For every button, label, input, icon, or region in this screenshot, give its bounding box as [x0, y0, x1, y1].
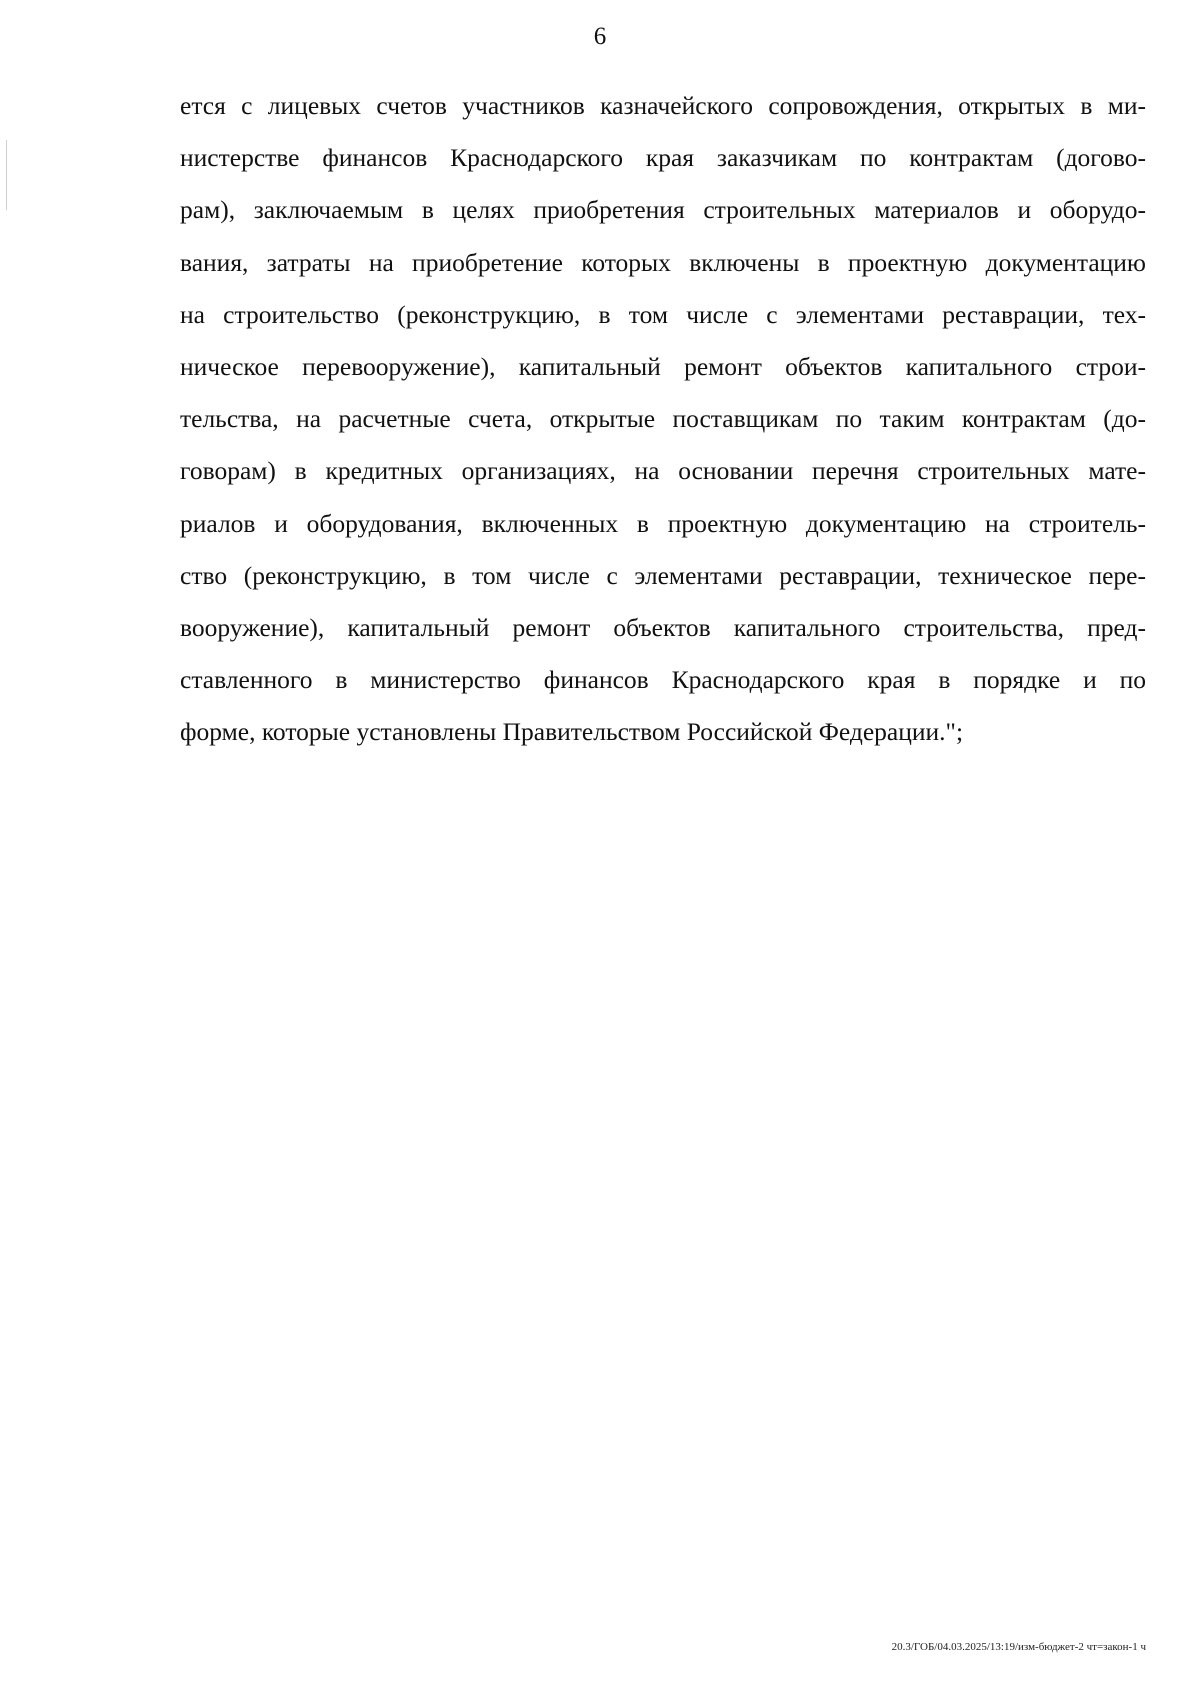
body-line: ется с лицевых счетов участников казначейского сопровождения, открытых в ми-: [180, 91, 1146, 120]
body-line: ство (реконструкцию, в том числе с элементами реставрации, техническое пере-: [180, 560, 1146, 590]
body-line: ставленного в министерство финансов Краснодарского края в порядке и по: [180, 665, 1146, 695]
body-line: риалов и оборудования, включенных в проектную документацию на строитель-: [180, 508, 1146, 538]
document-body: [180, 80, 1146, 758]
body-line: ническое перевооружение), капитальный ремонт объектов капитального строи-: [180, 351, 1146, 381]
body-line: тельства, на расчетные счета, открытые поставщикам по таким контрактам (до-: [180, 404, 1146, 434]
body-line: нистерстве финансов Краснодарского края заказчикам по контрактам (догово-: [180, 143, 1146, 173]
footer-document-code: 20.3/ГОБ/04.03.2025/13:19/изм-бюджет-2 чт=закон-1 ч: [891, 1641, 1146, 1653]
body-line: вооружение), капитальный ремонт объектов капитального строительства, пред-: [180, 612, 1146, 642]
body-line: форме, которые установлены Правительством Российской Федерации.";: [180, 717, 964, 747]
body-line: рам), заключаемым в целях приобретения строительных материалов и оборудо-: [180, 195, 1146, 225]
body-line: говорам) в кредитных организациях, на основании перечня строительных мате-: [180, 456, 1146, 486]
page-number: 6: [593, 23, 607, 50]
scan-margin-mark: [6, 140, 7, 210]
body-line: вания, затраты на приобретение которых включены в проектную документацию: [180, 247, 1146, 277]
body-line: на строительство (реконструкцию, в том числе с элементами реставрации, тех-: [180, 299, 1146, 329]
